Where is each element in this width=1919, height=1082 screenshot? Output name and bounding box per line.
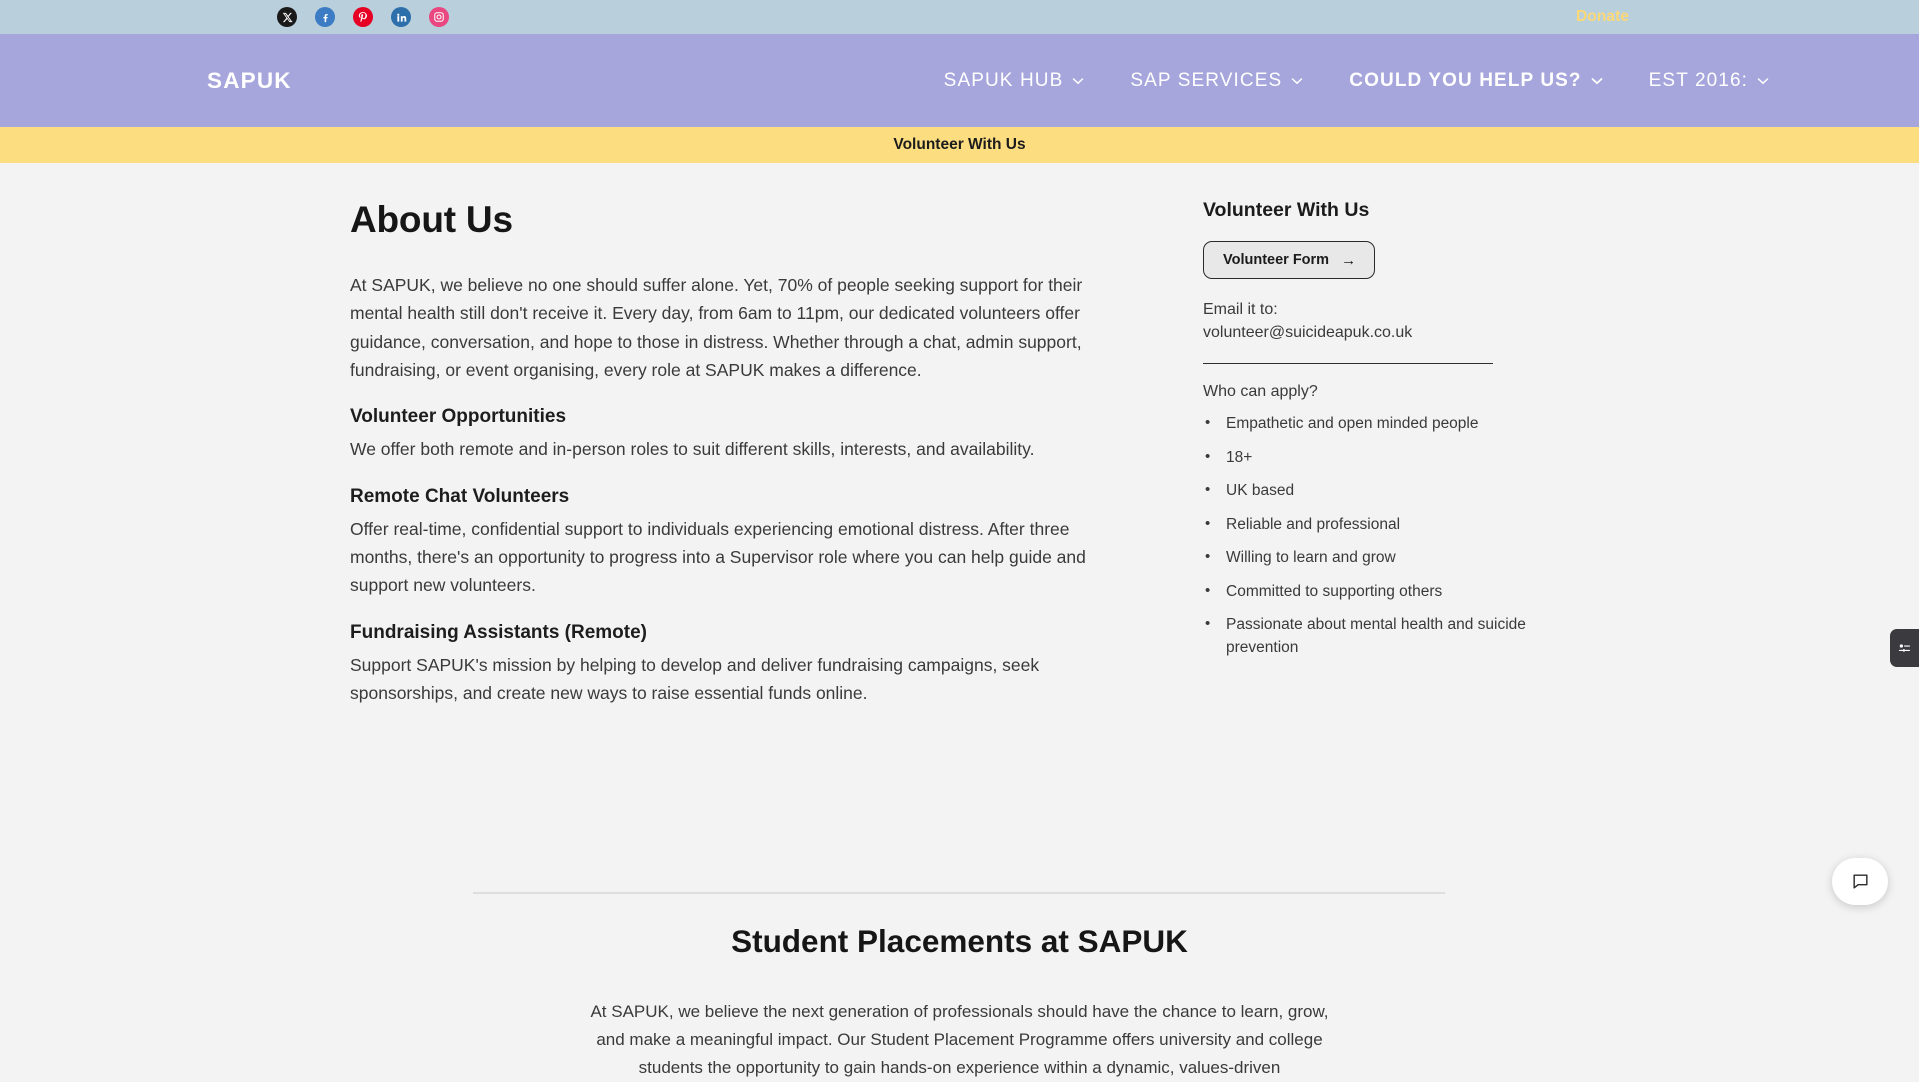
nav-label: COULD YOU HELP US? xyxy=(1349,69,1582,91)
section-heading-volunteer-opportunities: Volunteer Opportunities xyxy=(350,406,567,428)
nav-label: EST 2016: xyxy=(1648,69,1748,91)
page-title: About Us xyxy=(350,199,513,240)
top-utility-bar xyxy=(0,0,1919,34)
chevron-down-icon xyxy=(1072,77,1084,85)
nav-item-est-2016[interactable] xyxy=(1649,70,1769,92)
chat-bubble-icon xyxy=(1851,872,1870,891)
section-heading-remote-chat-volunteers: Remote Chat Volunteers xyxy=(350,485,570,507)
section-body-volunteer-opportunities: We offer both remote and in-person roles to suit different skills, interests, and availability. xyxy=(350,439,1035,460)
nav-item-sap-services[interactable] xyxy=(1130,70,1303,92)
list-item: • Willing to learn and grow xyxy=(1203,547,1533,569)
facebook-icon[interactable] xyxy=(315,7,335,27)
main-navigation xyxy=(944,34,1769,127)
nav-item-could-you-help-us[interactable] xyxy=(1349,70,1602,92)
sidebar-title: Volunteer With Us xyxy=(1203,199,1370,221)
list-item: • UK based xyxy=(1203,480,1533,502)
page-content xyxy=(0,163,1919,1078)
accessibility-settings-button[interactable] xyxy=(1890,629,1919,667)
section-body-remote-chat-volunteers: Offer real-time, confidential support to individuals experiencing emotional distress. After three months, there's an opportunity to progress into a Supervisor role where you can help guide and support new volunteers. xyxy=(350,518,1086,596)
chevron-down-icon xyxy=(1757,77,1769,85)
list-item: • Committed to supporting others xyxy=(1203,581,1533,603)
site-logo[interactable]: SAPUK xyxy=(207,67,292,93)
volunteer-email[interactable]: volunteer@suicideapuk.co.uk xyxy=(1203,323,1413,341)
list-item: • Passionate about mental health and suicide prevention xyxy=(1203,614,1533,659)
x-twitter-icon[interactable] xyxy=(277,7,297,27)
student-placements-title: Student Placements at SAPUK xyxy=(731,923,1188,959)
email-label: Email it to: xyxy=(1203,301,1278,318)
volunteer-banner[interactable]: Volunteer With Us xyxy=(0,127,1919,163)
sidebar-divider xyxy=(1203,363,1493,364)
chevron-down-icon xyxy=(1291,77,1303,85)
instagram-icon[interactable] xyxy=(429,7,449,27)
criteria-list xyxy=(1203,413,1533,659)
section-body-fundraising-assistants: Support SAPUK's mission by helping to develop and deliver fundraising campaigns, seek sponsorships, and create new ways to raise essential funds online. xyxy=(350,654,1040,704)
who-can-apply-label: Who can apply? xyxy=(1203,383,1318,401)
chat-widget-button[interactable] xyxy=(1832,858,1888,905)
list-item: • 18+ xyxy=(1203,447,1533,469)
site-header xyxy=(0,34,1919,127)
social-links xyxy=(277,0,449,34)
volunteer-form-button[interactable] xyxy=(1203,241,1375,279)
volunteer-sidebar xyxy=(1203,199,1533,670)
nav-label: SAPUK HUB xyxy=(943,69,1064,91)
student-placements-body: At SAPUK, we believe the next generation of professionals should have the chance to learn, grow, and make a meaningful impact. Our Student Placement Programme offers university and college students the opportunity to gain hands-on experience within a dynamic, values-driven xyxy=(590,1002,1329,1078)
chevron-down-icon xyxy=(1591,77,1603,85)
nav-item-sapuk-hub[interactable] xyxy=(944,70,1085,92)
list-item: • Reliable and professional xyxy=(1203,514,1533,536)
section-divider xyxy=(473,892,1445,894)
about-column xyxy=(350,199,1110,707)
intro-paragraph: At SAPUK, we believe no one should suffer alone. Yet, 70% of people seeking support for their mental health still don't receive it. Every day, from 6am to 11pm, our dedicated volunteers offer guidance, conversation, and hope to those in distress. Whether through a chat, admin support, fundraising, or event organising, every role at SAPUK makes a difference. xyxy=(350,275,1083,381)
arrow-right-icon: → xyxy=(1341,251,1357,269)
accessibility-settings-icon xyxy=(1897,641,1912,656)
section-heading-fundraising-assistants: Fundraising Assistants (Remote) xyxy=(350,621,648,643)
volunteer-form-button-label: Volunteer Form xyxy=(1223,252,1330,268)
pinterest-icon[interactable] xyxy=(353,7,373,27)
nav-label: SAP SERVICES xyxy=(1130,69,1283,91)
student-placements-section xyxy=(0,923,1919,1082)
linkedin-icon[interactable] xyxy=(391,7,411,27)
list-item: • Empathetic and open minded people xyxy=(1203,413,1533,435)
donate-link[interactable]: Donate xyxy=(1576,8,1630,25)
